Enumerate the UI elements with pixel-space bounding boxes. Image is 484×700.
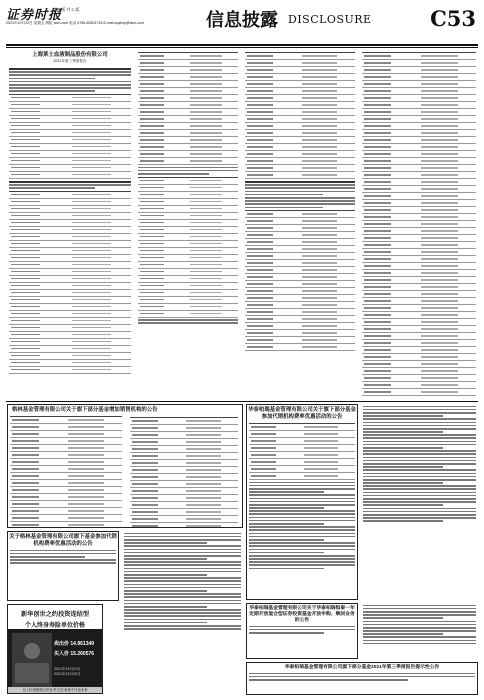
text-line xyxy=(249,485,355,487)
text-line xyxy=(363,460,476,462)
text-line xyxy=(10,562,116,564)
text-line xyxy=(249,564,355,566)
text-line xyxy=(249,517,355,519)
text-line xyxy=(124,580,241,582)
text-line xyxy=(363,621,476,623)
text-line xyxy=(124,593,241,595)
text-line xyxy=(124,549,241,551)
text-line xyxy=(9,90,95,92)
article-shanghai-laishi-report xyxy=(7,50,133,398)
text-line xyxy=(138,173,209,175)
text-line xyxy=(363,479,476,481)
text-line xyxy=(363,501,476,503)
text-line xyxy=(249,533,355,535)
text-line xyxy=(124,587,241,589)
text-line xyxy=(363,495,476,497)
text-line xyxy=(249,526,355,528)
text-line xyxy=(363,624,476,626)
text-line xyxy=(363,514,476,516)
text-line xyxy=(363,457,476,459)
text-line xyxy=(363,498,476,500)
text-line xyxy=(363,643,476,645)
text-line xyxy=(363,466,443,468)
text-line xyxy=(124,558,207,560)
text-line xyxy=(363,441,476,443)
section-title-en: DISCLOSURE xyxy=(288,13,372,26)
text-line xyxy=(124,625,241,627)
ad-dates xyxy=(54,667,81,677)
text-line xyxy=(363,431,443,433)
text-line xyxy=(249,632,324,634)
date-line: 2021年10月22日 星期五 网址 stcn.com 电话 0755-83501718 E-mail:zqsbxp@stcn.com xyxy=(6,21,145,25)
text-line xyxy=(124,609,241,611)
text-line xyxy=(10,553,116,555)
data-table xyxy=(245,52,355,179)
article-huatai-text-column xyxy=(361,404,478,600)
text-line xyxy=(124,545,241,547)
ad-prices xyxy=(54,639,94,659)
text-line xyxy=(363,640,476,642)
data-table xyxy=(362,52,476,398)
text-line xyxy=(138,322,238,324)
text-line xyxy=(363,614,476,616)
text-line xyxy=(363,627,476,629)
section-divider xyxy=(6,401,478,402)
text-line xyxy=(124,555,241,557)
text-line xyxy=(124,619,241,621)
buy-price-value: 15.260576 xyxy=(70,651,95,657)
text-line xyxy=(9,81,131,83)
text-line xyxy=(249,539,324,541)
insurance-price-ad xyxy=(7,604,103,694)
text-line xyxy=(249,494,355,496)
text-line xyxy=(249,542,355,544)
masthead xyxy=(6,4,478,44)
text-line xyxy=(363,406,476,408)
article-headline: 格林基金管理有限公司关于旗下部分基金增加销售机构的公告 xyxy=(12,407,158,413)
ad-date-1: 2021年10月21日 xyxy=(54,667,81,671)
ad-title: 新华创世之约投资连结型 xyxy=(20,611,90,618)
article-green-fee-discount xyxy=(7,531,119,601)
text-line xyxy=(363,412,476,414)
text-line xyxy=(249,673,475,675)
ad-footer: 以上价格数据仅供参考 过往表现不代表未来 xyxy=(8,687,102,693)
text-line xyxy=(124,603,241,605)
text-line xyxy=(10,550,116,552)
article-green-fee-text xyxy=(122,531,243,691)
text-line xyxy=(9,71,131,73)
text-line xyxy=(249,482,355,484)
text-line xyxy=(363,463,476,465)
text-line xyxy=(363,504,443,506)
text-line xyxy=(124,564,241,566)
text-line xyxy=(249,561,355,563)
ad-price-panel xyxy=(8,629,102,691)
text-line xyxy=(138,170,238,172)
text-line xyxy=(363,425,476,427)
ad-subtitle: 个人终身寿险单位价格 xyxy=(24,623,85,629)
text-line xyxy=(124,536,241,538)
text-line xyxy=(249,498,355,500)
data-table xyxy=(138,177,238,318)
text-line xyxy=(124,561,241,563)
text-line xyxy=(249,513,355,515)
section-title: 信息披露 xyxy=(206,10,278,31)
text-line xyxy=(9,87,131,89)
text-line xyxy=(363,517,476,519)
text-line xyxy=(9,184,131,186)
article-headline: 华泰柏瑞基金管理有限公司关于旗下部分基金参加代销机构费率优惠活动的公告 xyxy=(248,407,356,420)
text-line xyxy=(10,559,116,561)
text-line xyxy=(124,574,207,576)
text-line xyxy=(363,428,476,430)
text-line xyxy=(249,558,355,560)
text-line xyxy=(249,488,355,490)
article-huatai-q3-notice xyxy=(246,662,478,695)
article-huatai-open-text xyxy=(361,603,478,659)
text-line xyxy=(124,590,207,592)
text-line xyxy=(245,191,355,193)
text-line xyxy=(245,184,355,186)
text-line xyxy=(9,78,95,80)
text-line xyxy=(245,203,355,205)
text-line xyxy=(245,197,355,199)
text-line xyxy=(124,584,241,586)
issue-info: 第1 版 共 C 版 xyxy=(54,7,80,12)
text-line xyxy=(124,615,241,617)
text-line xyxy=(124,533,241,535)
article-headline: 上海莱士血液制品股份有限公司 xyxy=(32,52,108,58)
text-line xyxy=(363,422,476,424)
page-number: C53 xyxy=(430,6,476,31)
text-line xyxy=(124,552,241,554)
article-huatai-fee-discount xyxy=(246,404,358,600)
text-line xyxy=(249,529,355,531)
text-line xyxy=(363,608,476,610)
text-line xyxy=(124,606,207,608)
text-line xyxy=(138,319,238,321)
article-headline: 华泰柏瑞基金管理有限公司旗下部分基金2021年第三季度报告提示性公告 xyxy=(284,665,440,670)
data-table xyxy=(9,191,131,374)
text-line xyxy=(249,679,408,681)
text-line xyxy=(249,552,324,554)
text-line xyxy=(363,605,476,607)
text-line xyxy=(124,571,241,573)
text-line xyxy=(9,74,131,76)
text-line xyxy=(124,596,241,598)
text-line xyxy=(138,167,238,169)
text-line xyxy=(124,612,241,614)
text-line xyxy=(363,444,476,446)
text-line xyxy=(124,628,241,630)
newspaper-logo: 证券时报 xyxy=(6,8,63,23)
text-line xyxy=(124,577,241,579)
text-line xyxy=(363,617,443,619)
text-line xyxy=(9,68,131,70)
masthead-rule-thin xyxy=(6,47,478,48)
text-line xyxy=(363,633,443,635)
text-line xyxy=(363,485,476,487)
text-line xyxy=(249,504,355,506)
text-line xyxy=(363,476,476,478)
text-line xyxy=(10,556,85,558)
ad-date-2: 2021年10月22日 xyxy=(54,672,81,676)
text-line xyxy=(249,491,324,493)
article-continuation-right xyxy=(360,50,478,398)
text-line xyxy=(363,418,476,420)
text-line xyxy=(249,510,355,512)
text-line xyxy=(363,453,476,455)
text-line xyxy=(363,447,443,449)
buy-price-label: 买入价 xyxy=(54,651,70,657)
text-line xyxy=(249,555,355,557)
masthead-rule xyxy=(6,44,478,46)
text-line xyxy=(249,545,355,547)
text-line xyxy=(363,450,476,452)
text-line xyxy=(245,187,355,189)
data-table xyxy=(130,417,238,528)
article-headline: 关于格林基金管理有限公司旗下基金参加代销机构费率优惠活动的公告 xyxy=(9,534,117,547)
text-line xyxy=(124,539,241,541)
text-line xyxy=(249,629,355,631)
text-line xyxy=(363,492,476,494)
article-huatai-open-subscription xyxy=(246,603,358,659)
text-line xyxy=(363,473,476,475)
text-line xyxy=(363,469,476,471)
text-line xyxy=(363,437,476,439)
text-line xyxy=(249,536,355,538)
text-line xyxy=(363,611,476,613)
text-line xyxy=(9,181,131,183)
text-line xyxy=(9,84,131,86)
article-continuation-table xyxy=(136,50,240,398)
text-line xyxy=(245,200,355,202)
text-line xyxy=(249,549,355,551)
text-line xyxy=(124,542,207,544)
sell-price-label: 卖出价 xyxy=(54,641,70,647)
data-table xyxy=(249,423,355,480)
text-line xyxy=(363,520,443,522)
data-table xyxy=(9,94,131,179)
data-table xyxy=(10,416,122,528)
article-headline: 华泰柏瑞基金管理有限公司关于华泰柏瑞恒泰一年定期开放混合型证券投资基金开放申购、赎回业务的公告 xyxy=(249,606,355,623)
text-line xyxy=(363,630,476,632)
text-line xyxy=(9,187,95,189)
text-line xyxy=(124,568,241,570)
text-line xyxy=(249,676,475,678)
text-line xyxy=(363,508,476,510)
text-line xyxy=(124,600,241,602)
text-line xyxy=(363,482,443,484)
text-line xyxy=(363,415,443,417)
text-line xyxy=(363,434,476,436)
text-line xyxy=(363,511,476,513)
text-line xyxy=(249,507,324,509)
text-line xyxy=(124,622,207,624)
article-green-fund-sales xyxy=(7,404,243,528)
sell-price-value: 14.961349 xyxy=(70,641,95,647)
ad-image xyxy=(12,633,52,687)
data-table xyxy=(138,52,238,165)
text-line xyxy=(249,523,324,525)
text-line xyxy=(249,520,355,522)
text-line xyxy=(249,568,324,570)
article-continuation-text xyxy=(243,50,357,398)
text-line xyxy=(245,194,323,196)
text-line xyxy=(249,501,355,503)
text-line xyxy=(245,181,355,183)
text-line xyxy=(363,636,476,638)
text-line xyxy=(363,488,476,490)
text-line xyxy=(249,626,355,628)
text-line xyxy=(363,409,476,411)
article-subtitle: 2021年第三季度报告 xyxy=(53,59,87,63)
data-table xyxy=(245,210,355,351)
text-line xyxy=(245,207,323,209)
